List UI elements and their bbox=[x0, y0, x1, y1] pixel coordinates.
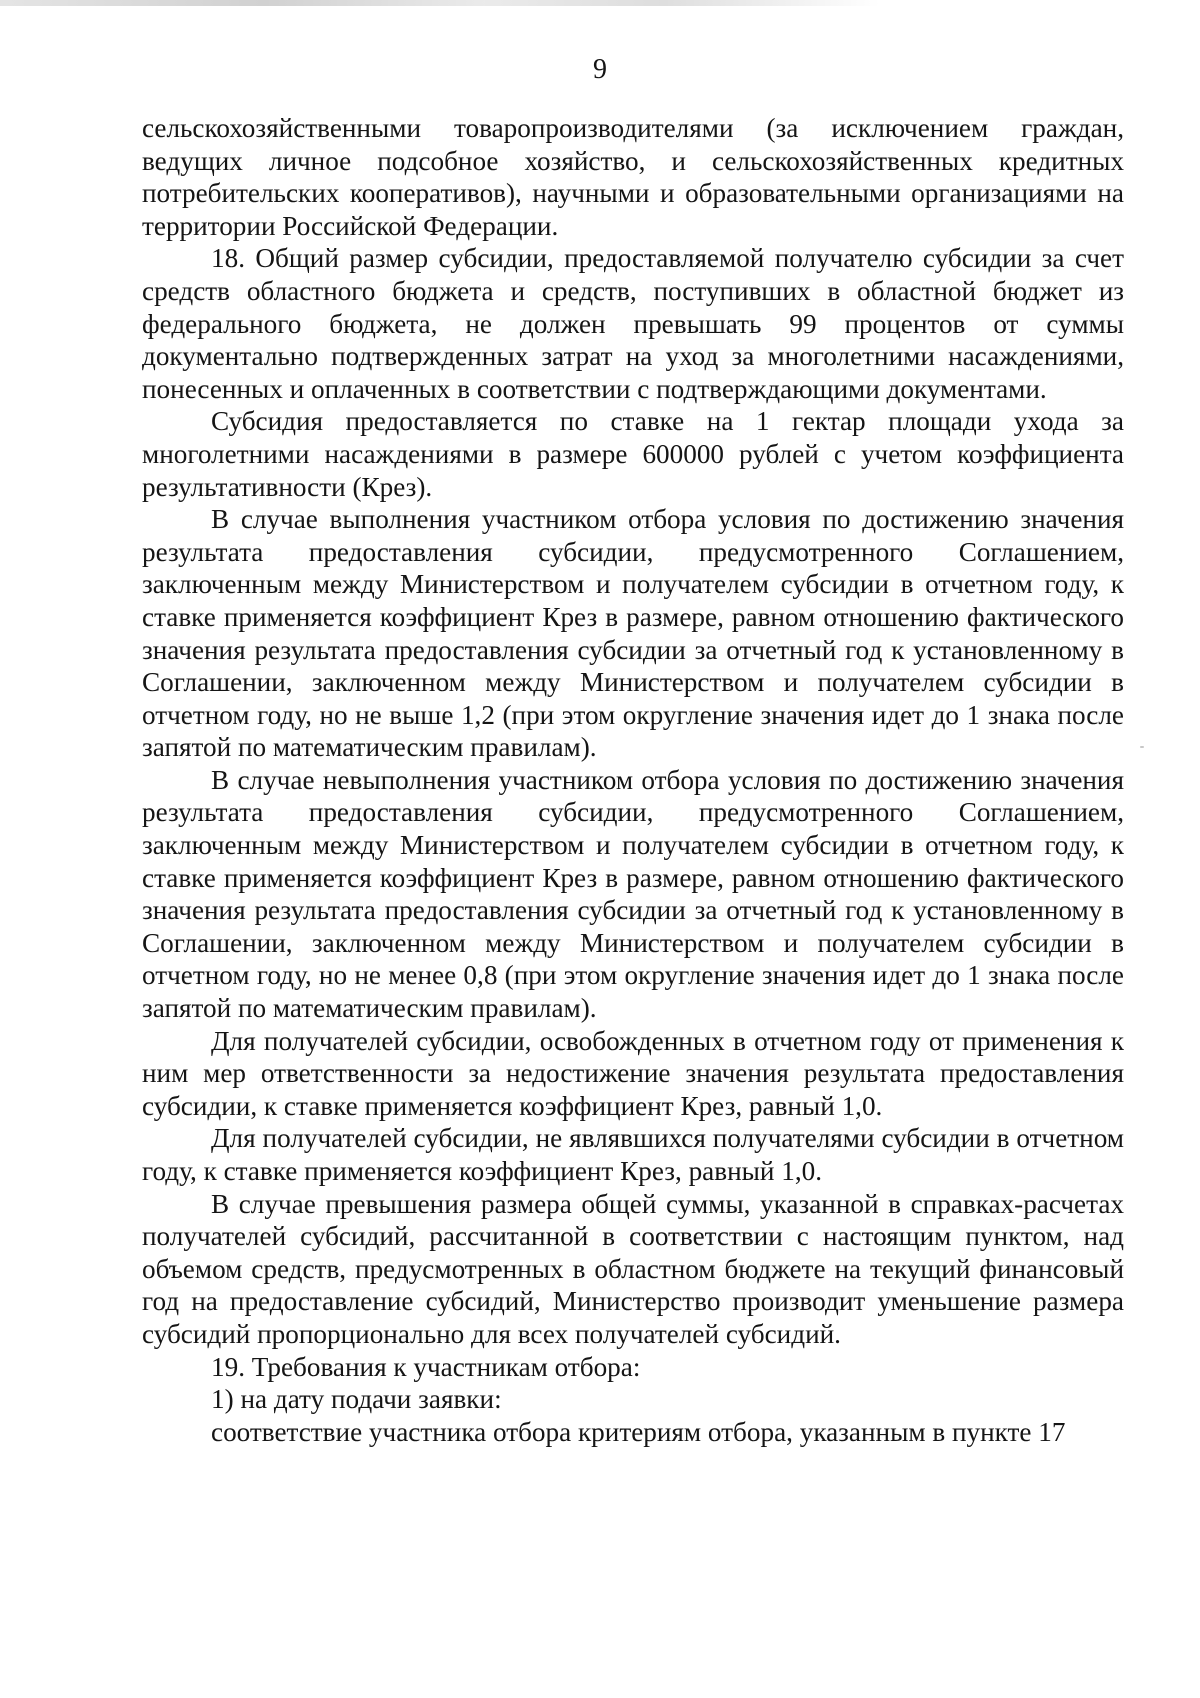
paragraph-budget-excess: В случае превышения размера общей суммы, указанной в справках-расчетах получателей субсидий, рассчитанной в соответствии с настоящим пунктом, над объемом средств, предусмотренных в областном бюджете на текущий финансовый год на предоставление субсидий, Министерство производит уменьшение размера субсидий пропорционально для всех получателей субсидий. bbox=[142, 1188, 1124, 1349]
page-number: 9 bbox=[593, 54, 607, 85]
paragraph-nonfulfillment: В случае невыполнения участником отбора условия по достижению значения результата предоставления субсидии, предусмотренного Соглашением, заключенным между Министерством и получателем субсидии в отчетном году, к ставке применяется коэффициент Крез в размере, равном отношению фактического значения результата предоставления субсидии за отчетный год к установленному в Соглашении, заключенном между Министерством и получателем субсидии в отчетном году, но не менее 0,8 (при этом округление значения идет до 1 знака после запятой по математическим правилам). bbox=[142, 764, 1124, 1024]
scan-edge-artifact bbox=[0, 0, 880, 6]
paragraph-continuation: сельскохозяйственными товаропроизводителями (за исключением граждан, ведущих личное подсобное хозяйство, и сельскохозяйственных кредитных потребительских кооперативов), научными и образовательными организациями на территории Российской Федерации. bbox=[142, 113, 1124, 241]
paragraph-criteria: соответствие участника отбора критериям отбора, указанным в пункте 17 bbox=[211, 1416, 1066, 1447]
paragraph-subsidy-rate: Субсидия предоставляется по ставке на 1 гектар площади ухода за многолетними насаждениями в размере 600000 рублей с учетом коэффициента результативности (Крез). bbox=[142, 406, 1124, 502]
scan-speck bbox=[1140, 746, 1144, 748]
paragraph-subitem-1: 1) на дату подачи заявки: bbox=[211, 1384, 502, 1415]
paragraph-exempt-recipients: Для получателей субсидии, освобожденных в отчетном году от применения к ним мер ответственности за недостижение значения результата предоставления субсидии, к ставке применяется коэффициент Крез, равный 1,0. bbox=[142, 1025, 1124, 1121]
paragraph-item-19: 19. Требования к участникам отбора: bbox=[211, 1351, 641, 1382]
paragraph-fulfillment: В случае выполнения участником отбора условия по достижению значения результата предоставления субсидии, предусмотренного Соглашением, заключенным между Министерством и получателем субсидии в отчетном году, к ставке применяется коэффициент Крез в размере, равном отношению фактического значения результата предоставления субсидии за отчетный год к установленному в Соглашении, заключенном между Министерством и получателем субсидии в отчетном году, но не выше 1,2 (при этом округление значения идет до 1 знака после запятой по математическим правилам). bbox=[142, 504, 1124, 763]
document-body bbox=[142, 112, 1124, 1448]
paragraph-new-recipients: Для получателей субсидии, не являвшихся получателями субсидии в отчетном году, к ставке применяется коэффициент Крез, равный 1,0. bbox=[142, 1123, 1124, 1186]
paragraph-item-18: 18. Общий размер субсидии, предоставляемой получателю субсидии за счет средств областного бюджета и средств, поступивших в областной бюджет из федерального бюджета, не должен превышать 99 процентов от суммы документально подтвержденных затрат на уход за многолетними насаждениями, понесенных и оплаченных в соответствии с подтверждающими документами. bbox=[142, 243, 1124, 404]
